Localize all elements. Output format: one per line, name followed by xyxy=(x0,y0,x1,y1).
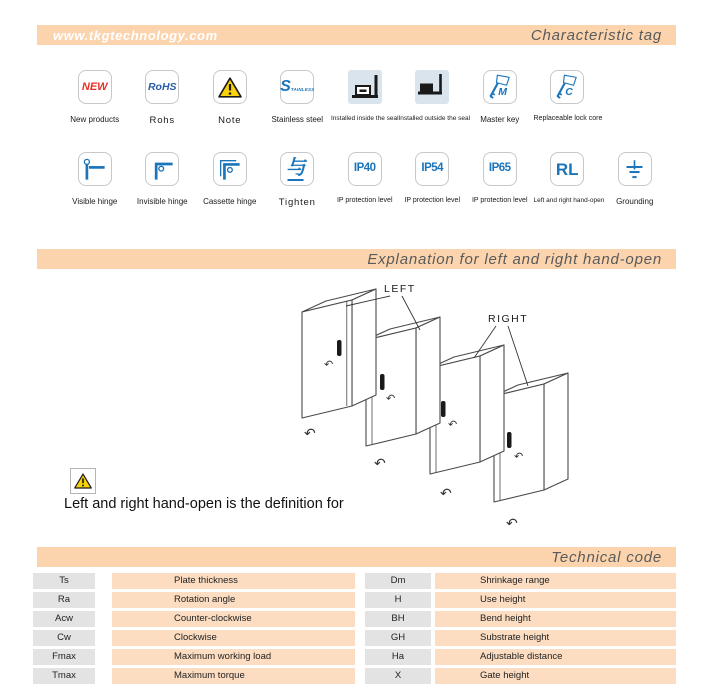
tag-label: IP protection level xyxy=(404,197,460,204)
table-cell-desc: Shrinkage range xyxy=(435,573,676,589)
cabinet-3 xyxy=(430,345,504,501)
table-cell-desc: Maximum torque xyxy=(112,668,355,684)
stainless-sub: TAINLESS xyxy=(290,87,315,92)
master-key-letter: M xyxy=(498,85,507,98)
tag-label: Replaceable lock core xyxy=(533,115,603,122)
table-cell-code: GH xyxy=(365,630,431,646)
grounding-icon xyxy=(621,156,648,183)
table-row xyxy=(33,668,677,684)
tag-cassette-hinge xyxy=(196,152,264,208)
table-row xyxy=(33,592,677,608)
website-url: www.tkgtechnology.com xyxy=(53,27,218,43)
tighten-glyph-icon xyxy=(280,152,314,186)
open-direction-arrow: ↶ xyxy=(386,393,396,405)
rl-text: RL xyxy=(555,159,579,179)
cabinet-1 xyxy=(302,289,376,441)
open-direction-arrow: ↶ xyxy=(514,451,524,463)
table-cell-desc: Rotation angle xyxy=(112,592,355,608)
note-text: Left and right hand-open is the definition for xyxy=(64,496,344,512)
tag-label: Left and right hand-open xyxy=(533,197,605,204)
change-key-icon xyxy=(550,70,584,104)
table-cell-code: Ra xyxy=(33,592,95,608)
door-handle xyxy=(337,340,342,356)
tag-master-key xyxy=(466,70,534,126)
rl-badge-icon xyxy=(550,152,584,186)
explanation-bar xyxy=(37,249,676,269)
open-direction-arrow: ↶ xyxy=(448,419,458,431)
table-cell-code: BH xyxy=(365,611,431,627)
tag-label: Note xyxy=(218,115,242,126)
warning-triangle-icon xyxy=(74,473,92,489)
open-direction-arrow: ↶ xyxy=(440,485,452,501)
table-cell-desc: Use height xyxy=(435,592,676,608)
tag-grid-row1 xyxy=(61,70,601,126)
section-title-characteristic-tag: Characteristic tag xyxy=(530,26,662,44)
table-cell-desc: Bend height xyxy=(435,611,676,627)
right-label: RIGHT xyxy=(488,313,529,325)
seal-inside-icon xyxy=(348,70,382,104)
cassette-hinge-icon xyxy=(216,156,243,183)
table-cell-code: Ha xyxy=(365,649,431,665)
table-row xyxy=(33,649,677,665)
tag-label: Rohs xyxy=(149,115,175,126)
table-cell-code: X xyxy=(365,668,431,684)
master-key-icon xyxy=(483,70,517,104)
change-key-letter: C xyxy=(565,85,574,98)
table-cell-code: Acw xyxy=(33,611,95,627)
ip54-icon xyxy=(415,152,449,186)
tag-ip40 xyxy=(331,152,399,208)
ip40-icon xyxy=(348,152,382,186)
tag-installed-inside-seal xyxy=(331,70,399,126)
visible-hinge-icon xyxy=(78,152,112,186)
table-cell-code: Ts xyxy=(33,573,95,589)
tag-ip54 xyxy=(399,152,467,208)
visible-hinge-icon xyxy=(81,156,108,183)
tag-label: Invisible hinge xyxy=(136,197,188,206)
ip65-text: IP65 xyxy=(488,162,511,175)
tag-label: Visible hinge xyxy=(72,197,118,206)
table-cell-desc: Maximum working load xyxy=(112,649,355,665)
tag-replaceable-lock-core xyxy=(534,70,602,126)
tag-label: Tighten xyxy=(278,197,316,208)
right-leader-line xyxy=(508,326,528,386)
ip65-icon xyxy=(483,152,517,186)
tighten-glyph: 与 xyxy=(285,156,310,179)
tag-installed-outside-seal xyxy=(398,70,471,126)
table-cell-code: Fmax xyxy=(33,649,95,665)
change-key-icon xyxy=(553,73,581,101)
table-cell-code: Tmax xyxy=(33,668,95,684)
section-title-explanation: Explanation for left and right hand-open xyxy=(367,250,662,268)
tag-ip65 xyxy=(466,152,534,208)
tag-label: New products xyxy=(70,115,120,124)
tag-label: Master key xyxy=(480,115,520,124)
new-text: NEW xyxy=(81,80,108,93)
master-key-icon xyxy=(486,73,514,101)
ip54-text: IP54 xyxy=(421,162,444,175)
table-cell-desc: Plate thickness xyxy=(112,573,355,589)
tag-label: Stainless steel xyxy=(271,115,324,124)
tag-left-right-hand-open xyxy=(533,152,605,208)
header-bar xyxy=(37,25,676,45)
table-cell-code: Cw xyxy=(33,630,95,646)
cabinet-4 xyxy=(494,373,568,531)
ip40-text: IP40 xyxy=(353,162,376,175)
table-cell-desc: Gate height xyxy=(435,668,676,684)
cabinet-2 xyxy=(366,317,440,471)
seal-outside-icon xyxy=(415,70,449,104)
technical-code-table xyxy=(33,573,677,687)
tag-invisible-hinge xyxy=(129,152,197,208)
table-cell-code: H xyxy=(365,592,431,608)
tag-rohs xyxy=(129,70,197,126)
stainless-s: S xyxy=(280,78,291,95)
open-direction-arrow: ↶ xyxy=(506,515,518,531)
cassette-hinge-icon xyxy=(213,152,247,186)
seal-inside-icon xyxy=(348,70,382,104)
tag-label: Installed inside the seal xyxy=(331,115,399,122)
stainless-logo-icon xyxy=(280,70,314,104)
table-cell-desc: Substrate height xyxy=(435,630,676,646)
open-direction-arrow: ↶ xyxy=(374,455,386,471)
left-label: LEFT xyxy=(384,283,416,295)
invisible-hinge-icon xyxy=(145,152,179,186)
table-cell-desc: Counter-clockwise xyxy=(112,611,355,627)
rohs-text: RoHS xyxy=(147,80,177,93)
open-direction-arrow: ↶ xyxy=(324,359,334,371)
seal-outside-icon xyxy=(415,70,449,104)
open-direction-arrow: ↶ xyxy=(304,425,316,441)
tag-label: Grounding xyxy=(616,197,654,206)
tag-label: IP protection level xyxy=(336,197,393,204)
invisible-hinge-icon xyxy=(149,156,176,183)
cabinet-illustration xyxy=(288,276,588,531)
tag-new-products xyxy=(61,70,129,126)
warning-triangle-icon xyxy=(218,77,242,98)
door-handle xyxy=(507,432,512,448)
warning-triangle-icon xyxy=(213,70,247,104)
tag-note xyxy=(196,70,264,126)
tag-label: Installed outside the seal xyxy=(398,115,471,122)
tag-grid-row2 xyxy=(61,152,669,208)
table-row xyxy=(33,630,677,646)
rohs-badge-icon xyxy=(145,70,179,104)
door-handle xyxy=(380,374,385,390)
table-cell-code: Dm xyxy=(365,573,431,589)
tag-visible-hinge xyxy=(61,152,129,208)
door-handle xyxy=(441,401,446,417)
table-cell-desc: Adjustable distance xyxy=(435,649,676,665)
table-row xyxy=(33,611,677,627)
tag-label: IP protection level xyxy=(471,197,528,204)
tag-tighten xyxy=(264,152,332,208)
table-cell-desc: Clockwise xyxy=(112,630,355,646)
grounding-icon xyxy=(618,152,652,186)
section-title-technical-code: Technical code xyxy=(551,548,662,566)
tag-label: Cassette hinge xyxy=(203,197,257,206)
tag-stainless-steel xyxy=(264,70,332,126)
technical-code-bar xyxy=(37,547,676,567)
note-warning-box xyxy=(70,468,96,494)
new-badge-icon xyxy=(78,70,112,104)
tag-grounding xyxy=(601,152,669,208)
table-row xyxy=(33,573,677,589)
